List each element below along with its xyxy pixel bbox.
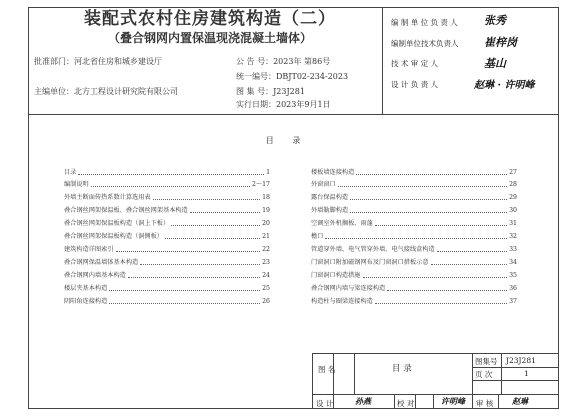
header-bottom-rule [28, 114, 559, 115]
toc-heading: 目 录 [265, 136, 309, 145]
drawing-name: 目 录 [392, 364, 412, 374]
resp-label-1: 编 制 单 位 负 责 人 [391, 18, 458, 27]
title-block-divider [498, 394, 499, 409]
title-block-divider [472, 353, 473, 409]
drawing-name-label: 图 名 [318, 365, 336, 374]
atlas-value: J23J281 [506, 356, 536, 365]
toc-item[interactable]: 阴阳角连接构造 26 [64, 298, 270, 305]
approval-department: 批准部门：河北省住房和城乡建设厅 [34, 57, 162, 66]
toc-item[interactable]: 叠合钢网内墙与梁连接构造 36 [311, 285, 517, 292]
toc-item[interactable]: 叠合钢丝网架保温板构造（洞上下板） 20 [64, 220, 270, 227]
page-value: 1 [524, 369, 529, 378]
resp-label-2: 编制单位技术负责人 [391, 39, 459, 48]
title-block-divider [433, 394, 434, 409]
editor-unit: 主编单位：北方工程设计研究院有限公司 [34, 87, 178, 96]
toc-item[interactable]: 楼层夹基本构造 25 [64, 285, 270, 292]
header-title-block [60, 8, 360, 46]
page-label: 页 次 [475, 370, 493, 379]
resp-label-3: 技 术 审 定 人 [391, 59, 439, 68]
check-label: 校 对 [397, 399, 415, 408]
toc-item[interactable]: 叠合钢丝网架保温板、叠合钢丝网架基本构造 19 [64, 207, 270, 214]
design-signature: 孙燕 [355, 396, 371, 406]
toc-item[interactable]: 目录 1 [64, 169, 270, 176]
check-signature: 许明峰 [441, 396, 465, 406]
document-title: 装配式农村住房建筑构造（二） [84, 9, 336, 29]
signature-2: 崔梓岗 [484, 36, 517, 49]
toc-item[interactable]: 叠合钢网内墙基本构造 24 [64, 272, 270, 279]
title-block-rule [312, 394, 559, 395]
title-block-divider [415, 394, 416, 409]
resp-label-4: 设 计 负 责 人 [391, 80, 439, 89]
atlas-no: 图 集 号：J23J281 [236, 87, 305, 96]
document-subtitle: （叠合钢网内置保温现浇混凝土墙体） [107, 31, 312, 45]
atlas-label: 图集号 [475, 357, 498, 366]
toc-item[interactable]: 门窗洞口构造措施 35 [311, 272, 517, 279]
title-block-rule-atlas [472, 367, 559, 368]
toc-item[interactable]: 建筑构造详图索引 22 [64, 246, 270, 253]
toc-item[interactable]: 叠合钢丝网架保温板构造（洞侧板） 21 [64, 233, 270, 240]
toc-item[interactable]: 外墙勒脚构造 30 [311, 207, 517, 214]
effective-date: 实行日期：2023年9月1日 [236, 100, 331, 109]
toc-item[interactable]: 叠合钢网保温墙体基本构造 23 [64, 259, 270, 266]
title-block-divider [394, 394, 395, 409]
title-block-divider [501, 353, 502, 394]
announcement-no: 公 告 号：2023年 第86号 [236, 57, 331, 66]
toc-item[interactable]: 露台保温构造 29 [311, 194, 517, 201]
title-block-rule-page [472, 380, 559, 381]
review-signature: 赵琳 [512, 396, 528, 406]
toc-item[interactable]: 构造柱与圈梁连接构造 37 [311, 298, 517, 305]
signature-1: 张秀 [484, 14, 506, 27]
toc-item[interactable]: 檐口 32 [311, 233, 517, 240]
unified-no: 统一编号：DBJT02-234-2023 [236, 72, 349, 81]
review-label: 审 核 [476, 399, 494, 408]
toc-item[interactable]: 外墙主断面传热系数计算选用表 18 [64, 194, 270, 201]
toc-item[interactable]: 管道穿外墙、电气管穿外墙、电气接线盒构造 33 [311, 246, 517, 253]
header-divider [382, 7, 383, 114]
design-label: 设 计 [316, 399, 334, 408]
toc-item[interactable]: 外窗窗口 28 [311, 181, 517, 188]
title-block-divider [354, 353, 355, 394]
toc-item[interactable]: 门窗洞口附加磁钢网布及门窗洞口措板示意 34 [311, 259, 517, 266]
toc-item[interactable]: 空调室外机搁板、雨蓬 31 [311, 220, 517, 227]
signature-3: 基山 [484, 57, 506, 70]
signature-4: 赵琳 · 许明峰 [474, 80, 535, 91]
toc-item[interactable]: 编制说明 2～17 [64, 181, 270, 188]
toc-item[interactable]: 楼板墙连接构造 27 [311, 169, 517, 176]
